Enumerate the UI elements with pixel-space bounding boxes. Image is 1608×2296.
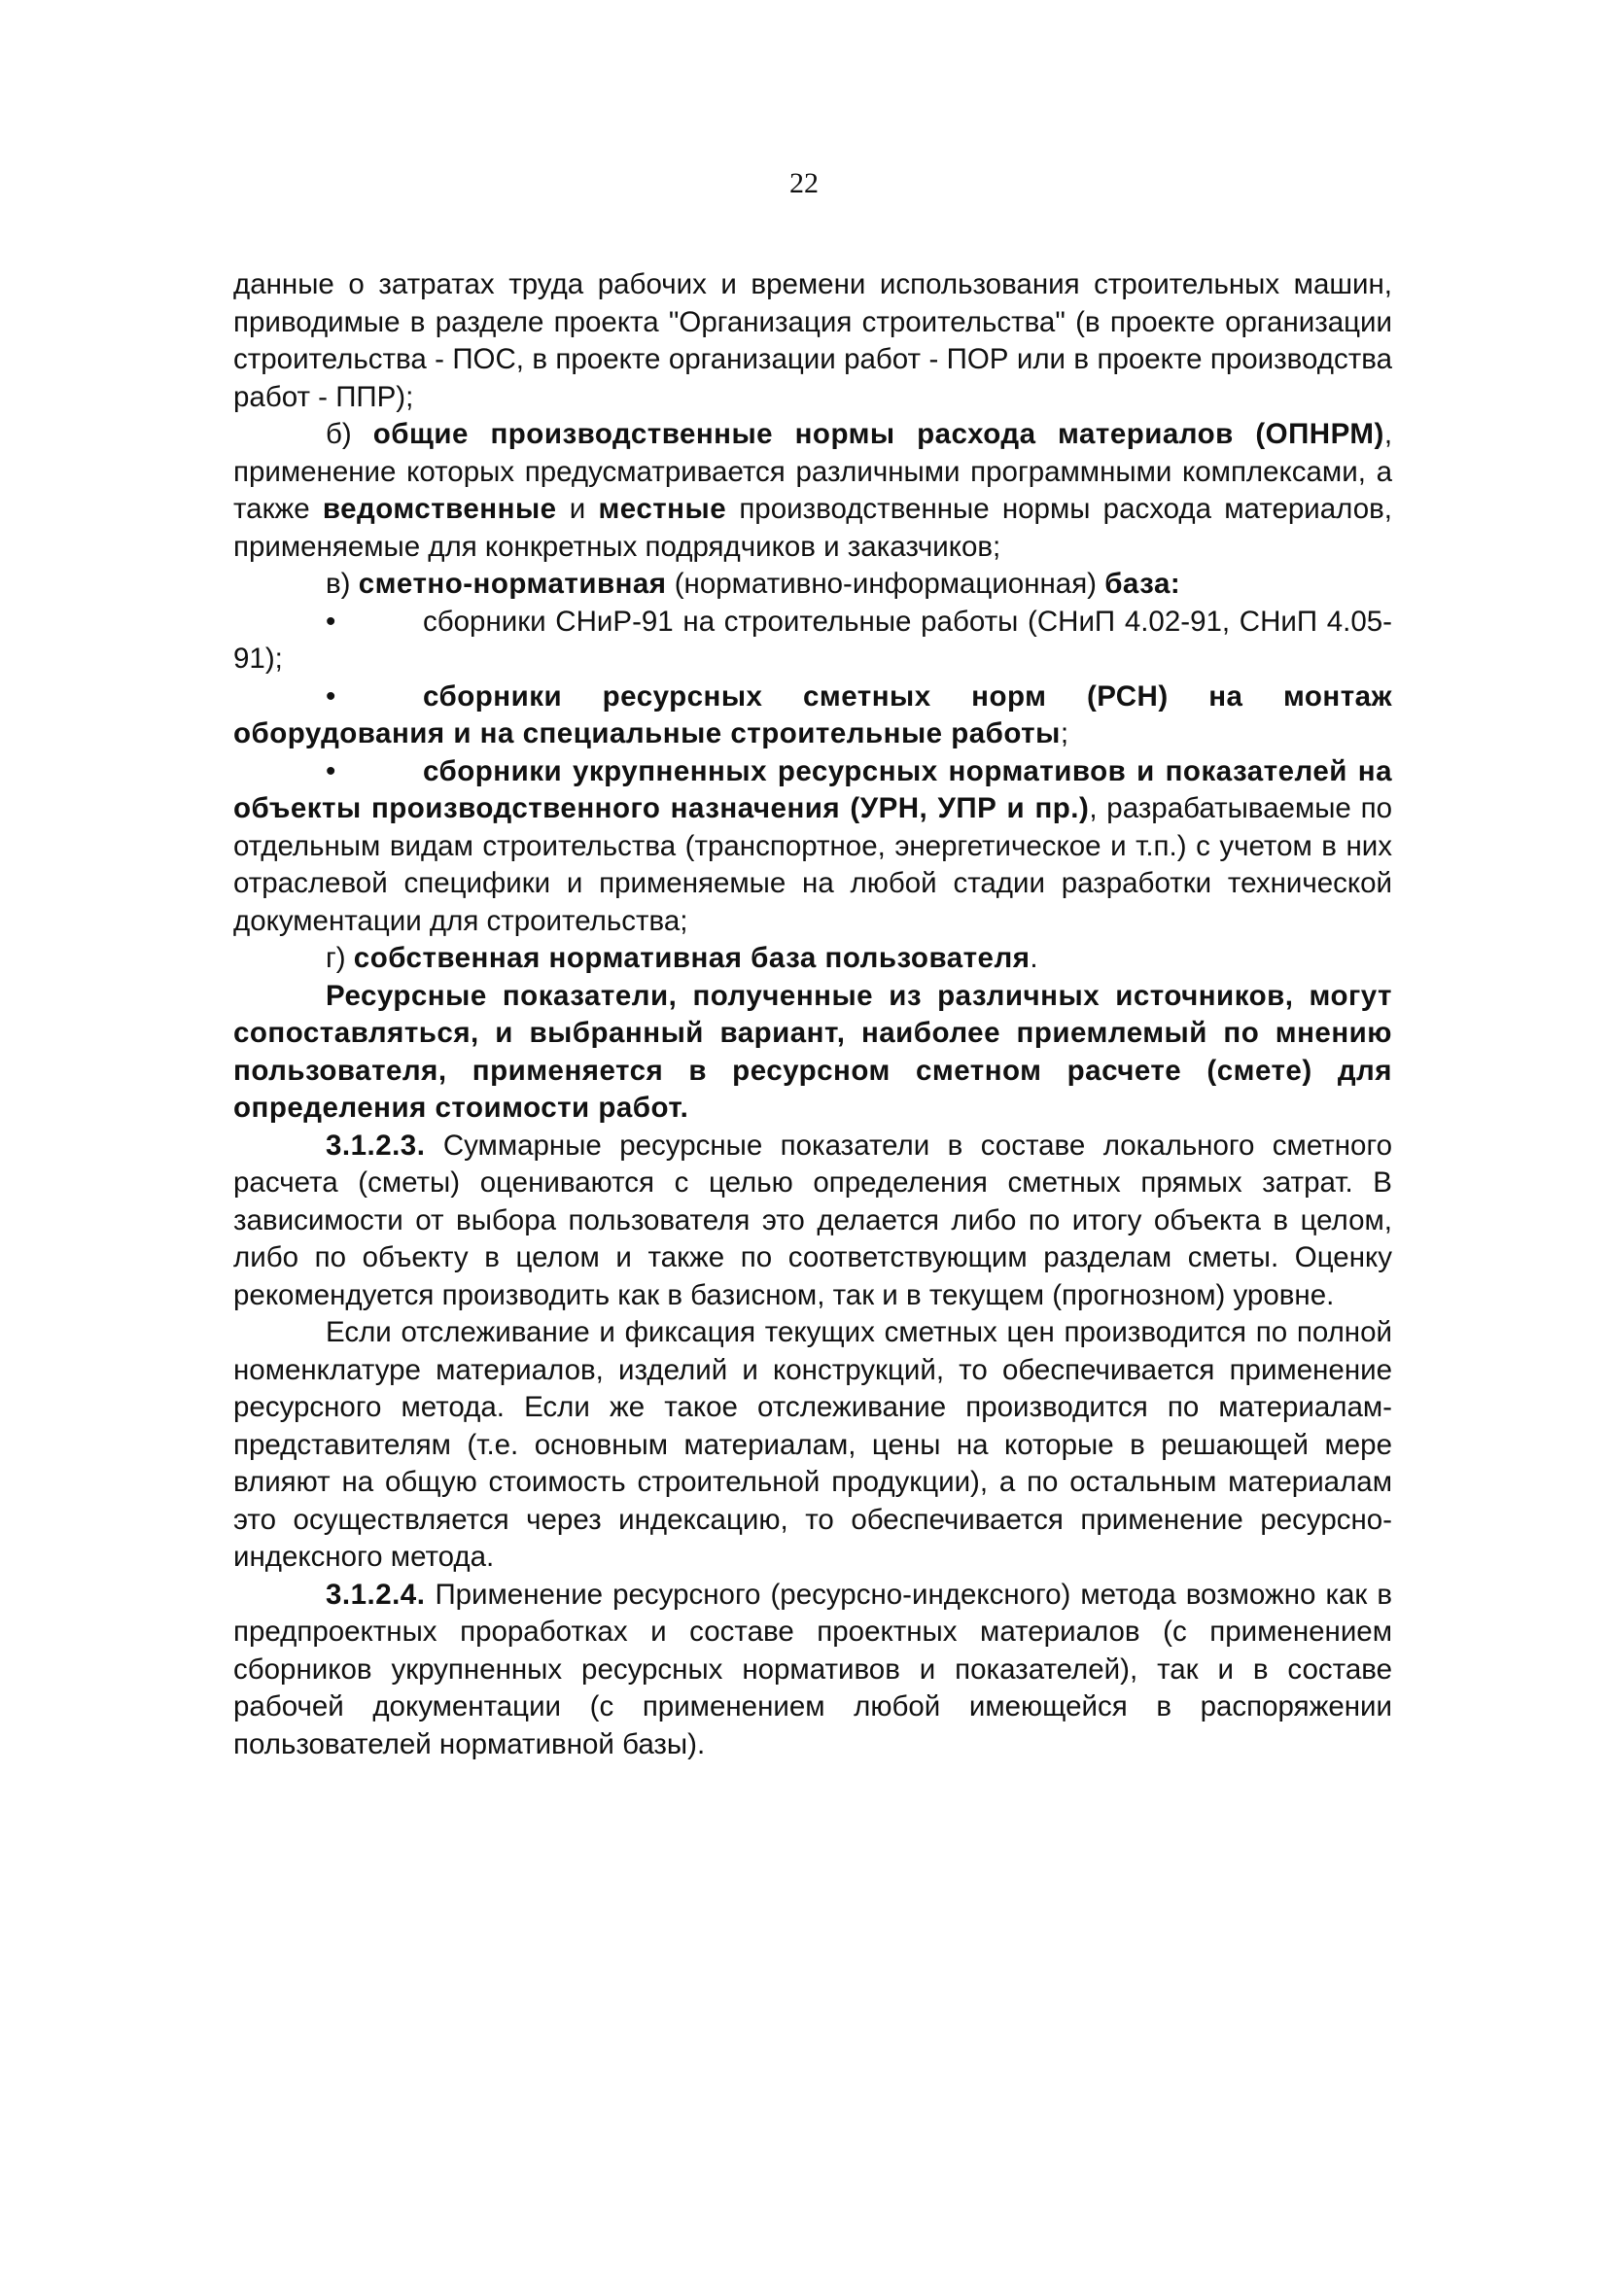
bullet-rsn: [233, 678, 1392, 753]
item-b-text-2: и: [556, 493, 599, 525]
page-number: 22: [789, 167, 819, 199]
item-v-prefix: в): [326, 568, 359, 600]
paragraph-item-g: [233, 940, 1392, 978]
paragraph-3-1-2-4: [233, 1577, 1392, 1764]
item-b-bold-opnrm: общие производственные нормы расхода материалов (ОПНРМ): [372, 418, 1384, 450]
bullet-rsn-text: ;: [1060, 717, 1069, 749]
bullet-snir-text: сборники СНиР-91 на строительные работы (СНиП 4.02-91, СНиП 4.05-91);: [233, 605, 1392, 675]
item-g-bold: собственная нормативная база пользователя: [353, 942, 1031, 974]
item-b-text-1: , применение которых предусматривается различными программными комплексами, а также: [233, 418, 1393, 525]
item-g-text: .: [1030, 942, 1038, 974]
section-3-1-2-3-text: Суммарные ресурсные показатели в составе локального сметного расчета (сметы) оцениваются с целью определения сметных прямых затрат. В зависимости от выбора пользователя это делается либо по итогу объекта в целом, либо по объекту в целом и также по соответствующим разделам сметы. Оценку рекомендуется производить как в базисном, так и в текущем (прогнозном) уровне.: [233, 1129, 1392, 1311]
item-b-text-3: производственные нормы расхода материалов, применяемые для конкретных подрядчиков и заказчиков;: [233, 493, 1392, 563]
item-b-prefix: б): [326, 418, 373, 450]
item-g-prefix: г): [326, 942, 354, 974]
bullet-urn: [233, 753, 1392, 941]
paragraph-item-b: [233, 416, 1392, 566]
paragraph-3-1-2-3: [233, 1128, 1392, 1315]
section-3-1-2-4-text: Применение ресурсного (ресурсно-индексного) метода возможно как в предпроектных проработках и составе проектных материалов (с применением сборников укрупненных ресурсных нормативов и показателей), так и в составе рабочей документации (с применением любой имеющейся в распоряжении пользователей нормативной базы).: [233, 1578, 1392, 1760]
document-body: [233, 266, 1392, 1763]
bullet-snir: [233, 604, 1392, 678]
section-number-3-1-2-3: 3.1.2.3.: [326, 1129, 426, 1162]
item-v-text-1: (нормативно-информационная): [666, 568, 1105, 600]
section-number-3-1-2-4: 3.1.2.4.: [326, 1578, 426, 1611]
bullet-rsn-bold: сборники ресурсных сметных норм (РСН) на монтаж оборудования и на специальные строительные работы: [233, 679, 1392, 749]
item-v-bold-2: база:: [1104, 568, 1181, 600]
paragraph-resource-indicators: Ресурсные показатели, полученные из различных источников, могут сопоставляться, и выбранный вариант, наиболее приемлемый по мнению пользователя, применяется в ресурсном сметном расчете (смете) для определения стоимости работ.: [233, 979, 1392, 1124]
item-b-bold-departmental: ведомственные: [322, 493, 557, 525]
bullet-urn-bold: сборники укрупненных ресурсных нормативов и показателей на объекты производственного назначения (УРН, УПР и пр.): [233, 754, 1392, 824]
bullet-urn-text: , разрабатываемые по отдельным видам строительства (транспортное, энергетическое и т.п.) с учетом в них отраслевой специфики и применяемые на любой стадии разработки технической документации для строительства;: [233, 792, 1393, 937]
paragraph-item-v: [233, 566, 1392, 604]
item-v-bold-1: сметно-нормативная: [358, 568, 667, 600]
paragraph-price-tracking: Если отслеживание и фиксация текущих сметных цен производится по полной номенклатуре материалов, изделий и конструкций, то обеспечивается применение ресурсного метода. Если же такое отслеживание производится по материалам-представителям (т.е. основным материалам, цены на которые в решающей мере влияют на общую стоимость строительной продукции), а по остальным материалам это осуществляется через индексацию, то обеспечивается применение ресурсно-индексного метода.: [233, 1316, 1392, 1573]
item-b-bold-local: местные: [598, 493, 727, 525]
paragraph-labor-data: данные о затратах труда рабочих и времени использования строительных машин, приводимые в разделе проекта "Организация строительства" (в проекте организации строительства - ПОС, в проекте организации работ - ПОР или в проекте производства работ - ППР);: [233, 268, 1392, 413]
